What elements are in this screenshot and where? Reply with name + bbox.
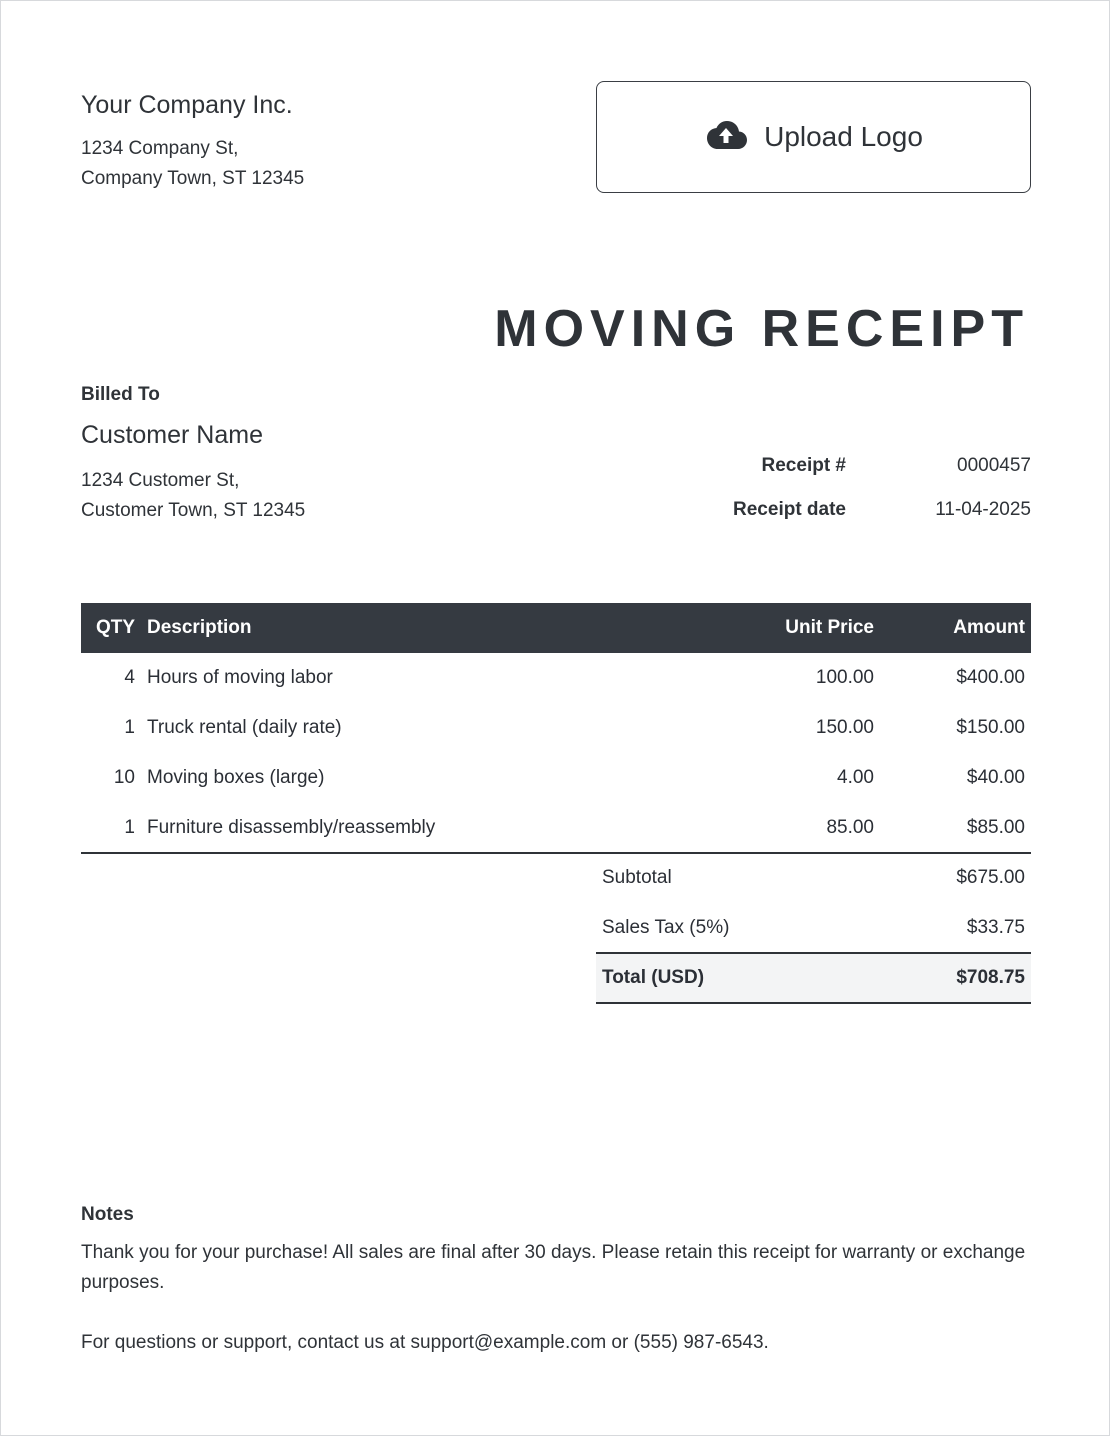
header-amount: Amount <box>953 617 1025 638</box>
tax-value: $33.75 <box>966 916 1025 938</box>
row-amount: $400.00 <box>956 667 1025 688</box>
contact-text[interactable]: For questions or support, contact us at support@example.com or (555) 987-6543. <box>81 1332 769 1353</box>
table-row <box>81 803 1031 853</box>
subtotal-label: Subtotal <box>602 867 672 888</box>
line-items-table <box>81 603 1031 854</box>
company-address[interactable] <box>81 134 304 194</box>
notes-label: Notes <box>81 1204 134 1225</box>
subtotal-value: $675.00 <box>956 867 1025 888</box>
subtotal-row <box>596 853 1031 903</box>
receipt-date-value[interactable]: 11-04-2025 <box>935 499 1031 520</box>
notes-text[interactable]: Thank you for your purchase! All sales are final after 30 days. Please retain this receipt for warranty or exchange purposes. <box>81 1242 1026 1293</box>
receipt-number-row <box>641 455 1031 485</box>
total-value: $708.75 <box>872 953 1031 1003</box>
receipt-date-label: Receipt date <box>733 499 846 520</box>
row-description[interactable]: Moving boxes (large) <box>147 767 325 788</box>
row-description[interactable]: Truck rental (daily rate) <box>147 717 342 738</box>
row-qty[interactable]: 10 <box>113 767 135 788</box>
total-row <box>596 953 1031 1003</box>
header-unit-price: Unit Price <box>785 617 874 638</box>
row-unit-price[interactable]: 100.00 <box>815 667 874 688</box>
table-row <box>81 703 1031 753</box>
customer-name[interactable]: Customer Name <box>81 421 263 449</box>
totals-table <box>596 853 1031 1004</box>
table-row <box>81 653 1031 703</box>
company-address-line1[interactable]: 1234 Company St, <box>81 138 239 159</box>
upload-logo-label: Upload Logo <box>764 121 923 152</box>
receipt-date-row <box>641 499 1031 529</box>
document-title[interactable]: MOVING RECEIPT <box>494 300 1029 358</box>
table-row <box>81 753 1031 803</box>
table-header-row <box>81 603 1031 653</box>
row-unit-price[interactable]: 150.00 <box>815 717 874 738</box>
header-description: Description <box>147 617 252 638</box>
row-amount: $40.00 <box>966 767 1025 788</box>
row-description[interactable]: Furniture disassembly/reassembly <box>141 803 710 853</box>
cloud-upload-icon <box>704 119 748 156</box>
upload-logo-button[interactable] <box>596 81 1031 193</box>
customer-address-line2[interactable]: Customer Town, ST 12345 <box>81 500 306 521</box>
row-qty[interactable]: 4 <box>124 667 135 688</box>
receipt-number-label: Receipt # <box>761 455 846 476</box>
company-address-line2[interactable]: Company Town, ST 12345 <box>81 168 305 189</box>
receipt-number-value[interactable]: 0000457 <box>957 455 1031 476</box>
total-label: Total (USD) <box>596 953 872 1003</box>
row-unit-price[interactable]: 4.00 <box>837 767 874 788</box>
tax-row <box>596 903 1031 953</box>
header-qty: QTY <box>95 617 135 638</box>
row-amount: $85.00 <box>880 803 1031 853</box>
row-amount: $150.00 <box>956 717 1025 738</box>
tax-label[interactable]: Sales Tax (5%) <box>602 916 730 938</box>
row-unit-price[interactable]: 85.00 <box>710 803 880 853</box>
customer-address[interactable] <box>81 466 305 526</box>
row-qty[interactable]: 1 <box>81 803 141 853</box>
company-name[interactable]: Your Company Inc. <box>81 91 293 119</box>
row-qty[interactable]: 1 <box>124 717 135 738</box>
row-description[interactable]: Hours of moving labor <box>147 667 333 688</box>
customer-address-line1[interactable]: 1234 Customer St, <box>81 470 240 491</box>
billed-to-label: Billed To <box>81 384 160 405</box>
